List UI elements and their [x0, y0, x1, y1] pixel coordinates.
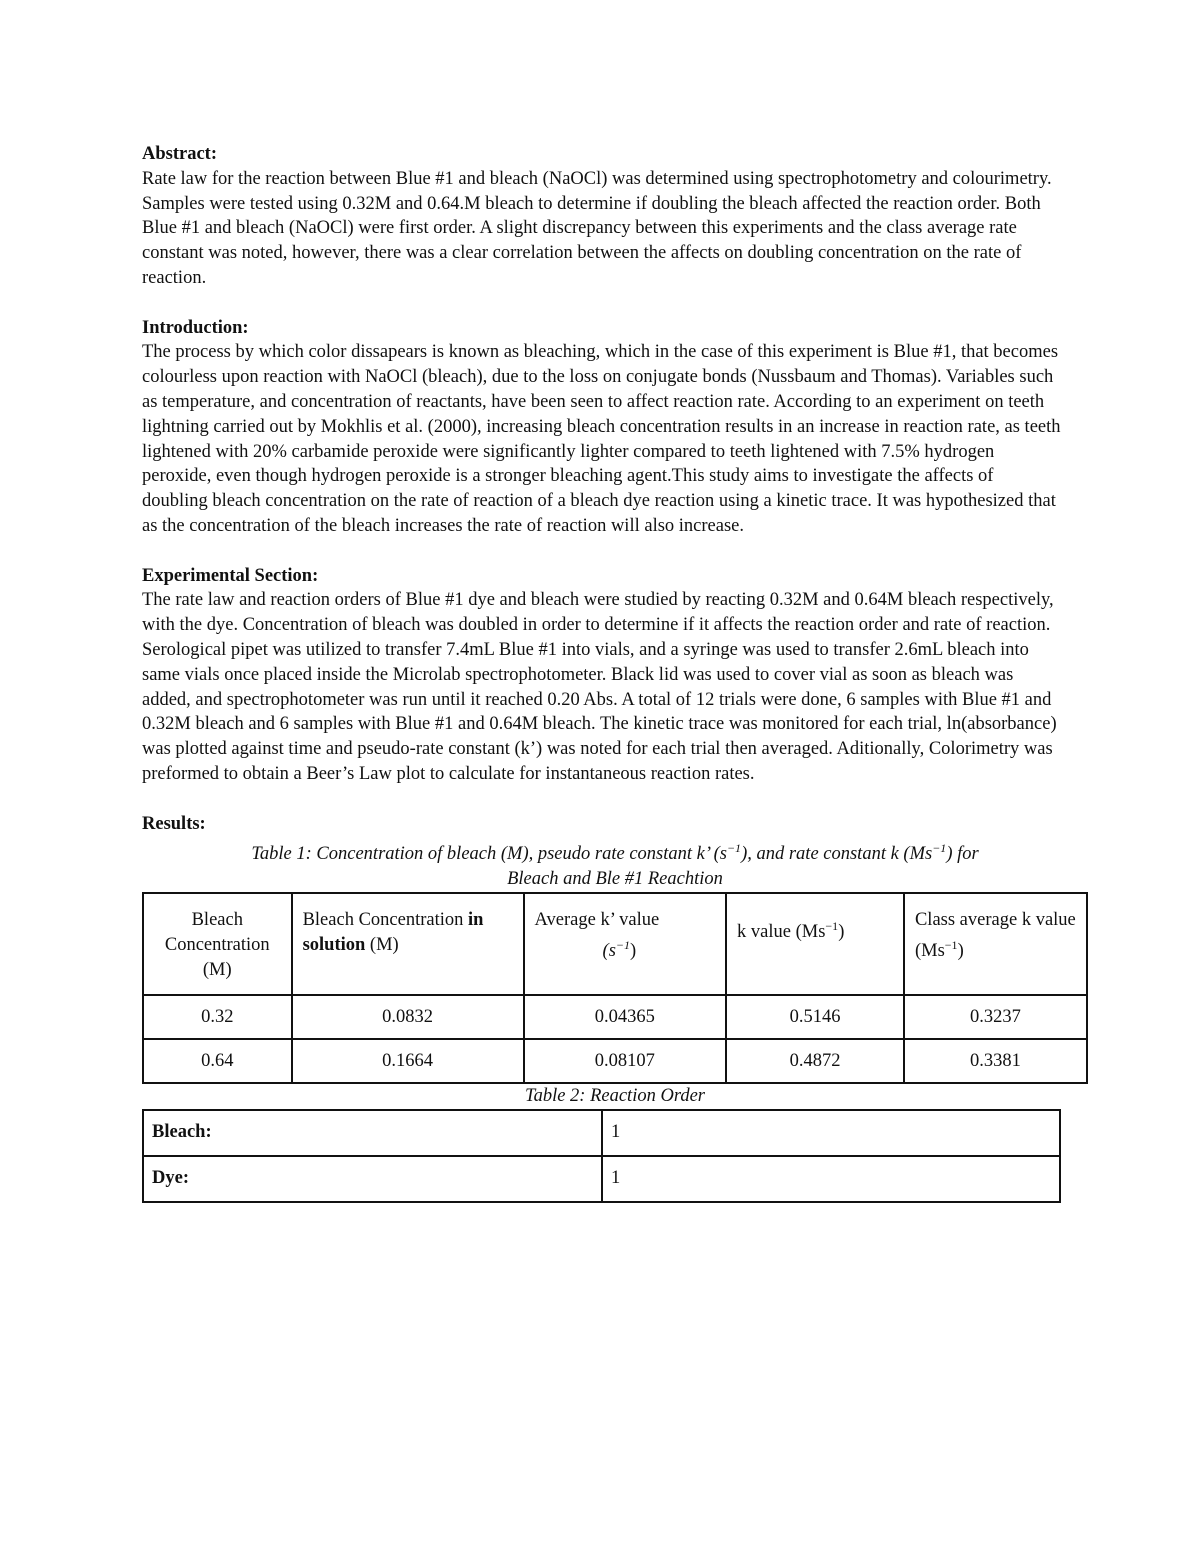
- results-section: [142, 812, 1076, 1203]
- table1-header-col3-b: (s: [602, 941, 616, 962]
- introduction-section: [142, 316, 1062, 539]
- table1-header-col4-a: k value (Ms: [737, 922, 826, 943]
- table1-header-col5-b: ): [957, 941, 964, 962]
- table1-header-col4-b: ): [838, 922, 845, 943]
- table2: [142, 1109, 1061, 1203]
- table1-cell: 0.08107: [524, 1039, 726, 1083]
- table1-header-avg-k-prime: [524, 893, 726, 995]
- table1-cell: 0.32: [143, 995, 292, 1039]
- table2-label-cell: Bleach:: [143, 1110, 602, 1156]
- table-row: [143, 1110, 1060, 1156]
- table1-cell: 0.04365: [524, 995, 726, 1039]
- table1-header-col3-c: ): [630, 941, 637, 962]
- table1-header-col4-sup: −1: [825, 919, 839, 934]
- abstract-heading: Abstract:: [142, 144, 218, 164]
- experimental-text: The rate law and reaction orders of Blue #1 dye and bleach were studied by reacting 0.32M and 0.64M bleach respectively, with the dye. Concentration of bleach was doubled in order to determine if it affects the reaction order and rate of reaction. Serological pipet was utilized to transfer 7.4mL Blue #1 into vials, and a syringe was used to transfer 2.6mL bleach into same vials once placed inside the Microlab spectrophotometer. Black lid was used to cover vial as soon as bleach was added, and spectrophotometer was run until it reached 0.20 Abs. A total of 12 trials were done, 6 samples with Blue #1 and 0.32M bleach and 6 samples with Blue #1 and 0.64M bleach. The kinetic trace was monitored for each trial, ln(absorbance) was plotted against time and pseudo-rate constant (k’) was noted for each trial then averaged. Aditionally, Colorimetry was preformed to obtain a Beer’s Law plot to calculate for instantaneous reaction rates.: [142, 590, 1057, 784]
- table-row: [143, 1156, 1060, 1202]
- table1-cell: 0.1664: [292, 1039, 524, 1083]
- table1-caption-sup2: −1: [932, 841, 947, 856]
- table2-caption: Table 2: Reaction Order: [524, 1086, 705, 1107]
- table2-value-cell: 1: [602, 1156, 1060, 1202]
- table1-cell: 0.3237: [904, 995, 1087, 1039]
- document-body: [142, 142, 1076, 1203]
- table-row: [143, 1039, 1087, 1083]
- abstract-section: [142, 142, 1062, 291]
- table1-header-col5-sup: −1: [944, 937, 958, 952]
- table1-cell: 0.64: [143, 1039, 292, 1083]
- table1-header-col5-a: Class average k value (Ms: [914, 910, 1076, 962]
- table1-header-col2-a: Bleach Concentration: [302, 910, 468, 931]
- table1-header-row: [143, 893, 1087, 995]
- table1-header-col1-text: Bleach Concentration (M): [164, 910, 270, 980]
- experimental-heading: Experimental Section:: [142, 565, 319, 586]
- table1-caption: [142, 836, 1088, 892]
- table1-header-col3-sup: −1: [615, 937, 631, 952]
- table1-cell: 0.0832: [292, 995, 524, 1039]
- table1-cell: 0.5146: [726, 995, 904, 1039]
- table1-caption-line2: Bleach and Ble #1 Reachtion: [507, 869, 723, 890]
- table1-caption-part-a: Table 1: Concentration of bleach (M), pseudo rate constant k’ (s: [251, 844, 727, 865]
- table1: [142, 892, 1088, 1084]
- table1-cell: 0.4872: [726, 1039, 904, 1083]
- results-heading: Results:: [142, 813, 206, 834]
- table1-caption-sup1: −1: [726, 841, 742, 856]
- introduction-text: The process by which color dissapears is known as bleaching, which in the case of this experiment is Blue #1, that becomes colourless upon reaction with NaOCl (bleach), due to the loss on conjugate bonds (Nussbaum and Thomas). Variables such as temperature, and concentration of reactants, have been seen to affect reaction rate. According to an experiment on teeth lightning carried out by Mokhlis et al. (2000), increasing bleach concentration results in an increase in reaction rate, as teeth lightened with 20% carbamide peroxide were significantly lighter compared to teeth lightened with 7.5% hydrogen peroxide, even though hydrogen peroxide is a stronger bleaching agent.This study aims to investigate the affects of doubling bleach concentration on the rate of reaction of a bleach dye reaction using a kinetic trace. It was hypothesized that as the concentration of the bleach increases the rate of reaction will also increase.: [142, 342, 1061, 536]
- table1-caption-part-c: ) for: [946, 844, 979, 865]
- table2-label-cell: Dye:: [143, 1156, 602, 1202]
- table2-value-cell: 1: [602, 1110, 1060, 1156]
- table1-header-col2-bold: in solution: [302, 910, 484, 955]
- abstract-text: Rate law for the reaction between Blue #1 and bleach (NaOCl) was determined using spectrophotometry and colourimetry. Samples were tested using 0.32M and 0.64.M bleach to determine if doubling the bleach affected the reaction order. Both Blue #1 and bleach (NaOCl) were first order. A slight discrepancy between this experiments and the class average rate constant was noted, however, there was a clear correlation between the affects on doubling concentration on the rate of reaction.: [142, 168, 1052, 288]
- introduction-heading: Introduction:: [142, 317, 249, 338]
- table1-caption-part-b: ), and rate constant k (Ms: [741, 844, 933, 865]
- table1-header-k-value: [726, 893, 904, 995]
- table1-cell: 0.3381: [904, 1039, 1087, 1083]
- table1-header-col2-c: (M): [365, 934, 399, 955]
- table1-header-conc-in-solution: [292, 893, 524, 995]
- experimental-section: [142, 564, 1062, 787]
- table1-header-col3-a: Average k’ value: [534, 910, 660, 931]
- table-row: [143, 995, 1087, 1039]
- table1-header-bleach-conc: [143, 893, 292, 995]
- table1-header-class-avg-k: [904, 893, 1087, 995]
